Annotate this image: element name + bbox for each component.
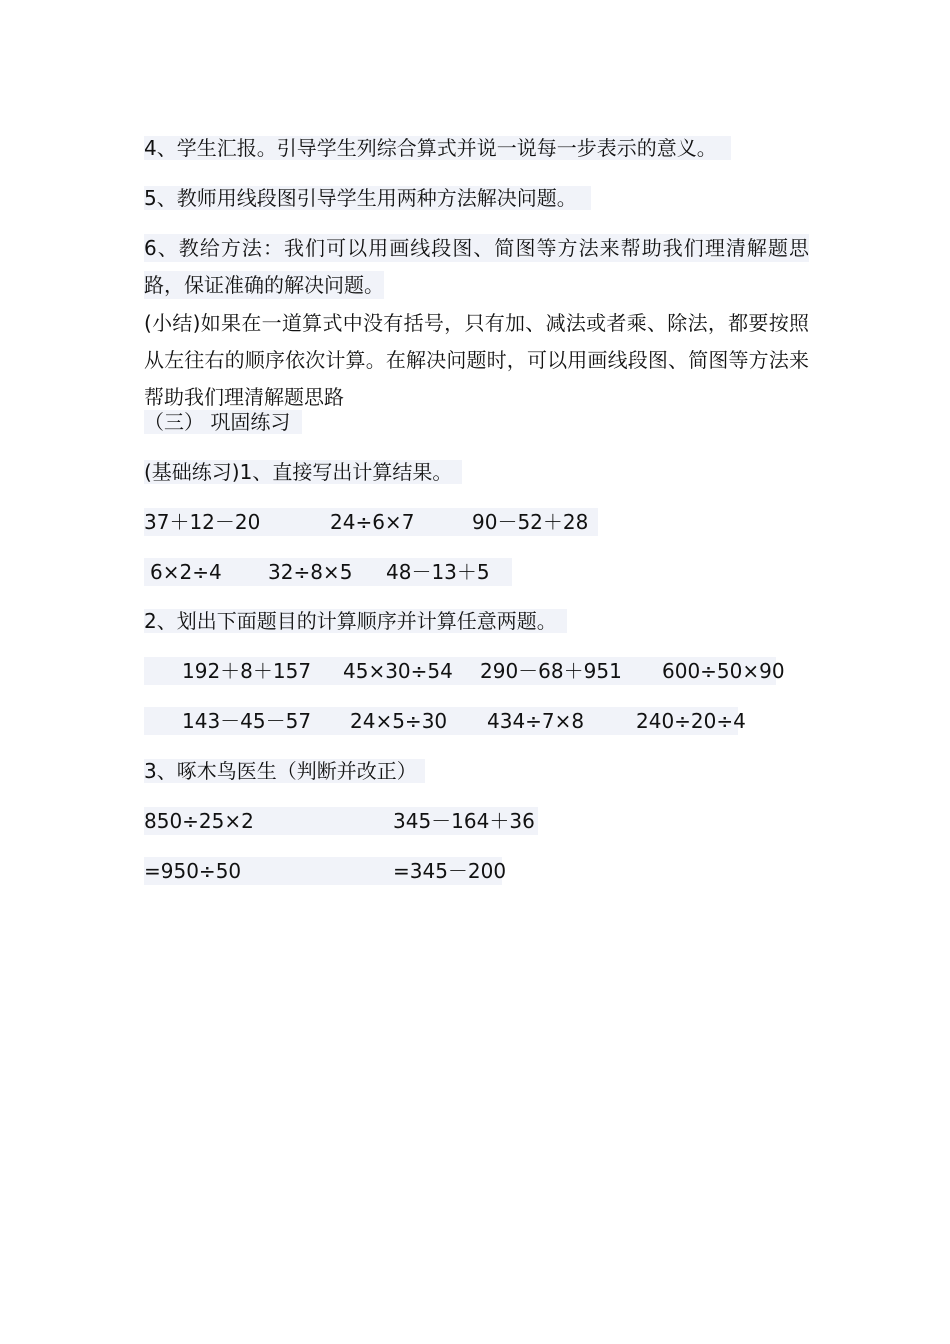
item-6-text: 6、教给方法：我们可以用画线段图、简图等方法来帮助我们理清解题思路，保证准确的解决问题。 (144, 236, 809, 297)
basic-row-2 (144, 558, 512, 586)
item-5 (144, 184, 591, 212)
basic-row-1 (144, 508, 598, 536)
question-3-row-2 (144, 857, 507, 885)
expression: 345－164＋36 (393, 809, 535, 833)
expression: 37＋12－20 (144, 510, 261, 534)
expression: 24÷6×7 (330, 510, 415, 534)
question-3-title (144, 757, 425, 785)
expression: 32÷8×5 (268, 560, 353, 584)
summary-paragraph (144, 305, 809, 416)
expression: 48－13＋5 (386, 560, 490, 584)
question-2-title-text: 2、划出下面题目的计算顺序并计算任意两题。 (144, 609, 567, 633)
basic-practice-title (144, 458, 462, 486)
question-3-row-1 (144, 807, 538, 835)
basic-practice-title-text: (基础练习)1、直接写出计算结果。 (144, 460, 462, 484)
expression: 192＋8＋157 (182, 659, 312, 683)
item-5-text: 5、教师用线段图引导学生用两种方法解决问题。 (144, 186, 591, 210)
expression: 850÷25×2 (144, 809, 254, 833)
expression: 6×2÷4 (150, 560, 222, 584)
item-4 (144, 134, 731, 162)
section-heading (144, 408, 302, 436)
expression: 143－45－57 (182, 709, 312, 733)
expression: 434÷7×8 (487, 709, 585, 733)
question-3-title-text: 3、啄木鸟医生（判断并改正） (144, 759, 425, 783)
summary-text: (小结)如果在一道算式中没有括号，只有加、减法或者乘、除法，都要按照从左往右的顺序依次计算。在解决问题时，可以用画线段图、简图等方法来帮助我们理清解题思路 (144, 311, 809, 409)
expression: 240÷20÷4 (636, 709, 746, 733)
section-heading-text: （三） 巩固练习 (144, 410, 302, 434)
expression: 24×5÷30 (350, 709, 448, 733)
question-2-title (144, 607, 567, 635)
question-2-row-2 (144, 707, 746, 735)
item-6 (144, 230, 809, 304)
expression: 290－68＋951 (480, 659, 622, 683)
question-2-row-1 (144, 657, 785, 685)
expression: =345－200 (393, 859, 507, 883)
item-4-text: 4、学生汇报。引导学生列综合算式并说一说每一步表示的意义。 (144, 136, 731, 160)
expression: =950÷50 (144, 859, 242, 883)
expression: 600÷50×90 (662, 659, 785, 683)
expression: 90－52＋28 (472, 510, 589, 534)
expression: 45×30÷54 (343, 659, 453, 683)
